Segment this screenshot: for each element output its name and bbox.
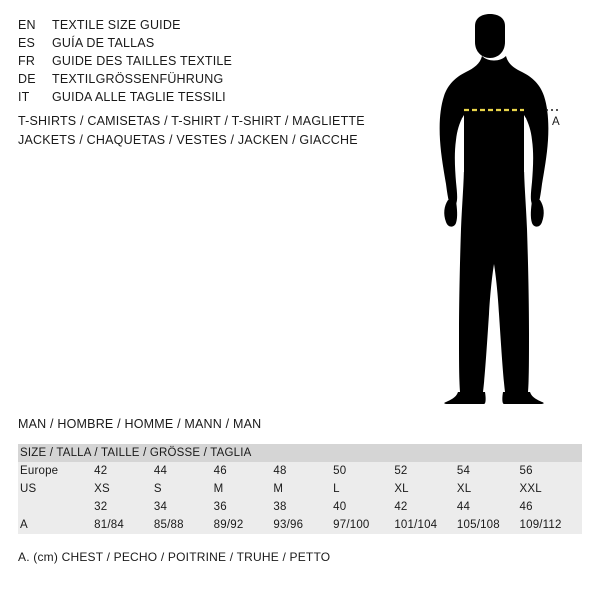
table-cell: 52 <box>394 462 457 480</box>
size-table <box>18 444 582 534</box>
table-cell: S <box>154 480 214 498</box>
table-row <box>18 516 582 534</box>
language-text: GUIDE DES TAILLES TEXTILE <box>52 54 233 68</box>
table-header-label: SIZE / TALLA / TAILLE / GRÖSSE / TAGLIA <box>18 444 582 462</box>
language-code: ES <box>18 36 36 50</box>
table-cell: 93/96 <box>273 516 333 534</box>
table-cell: 42 <box>94 462 154 480</box>
table-cell: 34 <box>154 498 214 516</box>
row-label: Europe <box>18 462 94 480</box>
language-text: GUÍA DE TALLAS <box>52 36 155 50</box>
language-row <box>18 70 398 88</box>
measurement-footnote: A. (cm) CHEST / PECHO / POITRINE / TRUHE / PETTO <box>18 550 331 564</box>
table-row-header <box>18 444 582 462</box>
language-row <box>18 34 398 52</box>
table-cell: 48 <box>273 462 333 480</box>
table-cell: 40 <box>333 498 394 516</box>
language-text: TEXTILE SIZE GUIDE <box>52 18 181 32</box>
table-cell: 50 <box>333 462 394 480</box>
language-code: DE <box>18 72 36 86</box>
table-cell: 46 <box>520 498 583 516</box>
gender-heading: MAN / HOMBRE / HOMME / MANN / MAN <box>18 417 262 431</box>
table-cell: 32 <box>94 498 154 516</box>
table-cell: XL <box>457 480 520 498</box>
language-list <box>18 16 398 106</box>
table-cell: 97/100 <box>333 516 394 534</box>
table-cell: M <box>273 480 333 498</box>
chest-marker-label: A <box>552 116 561 128</box>
table-cell: 81/84 <box>94 516 154 534</box>
table-cell: 54 <box>457 462 520 480</box>
row-label <box>18 498 94 516</box>
table-cell: 42 <box>394 498 457 516</box>
language-row <box>18 52 398 70</box>
table-cell: 44 <box>154 462 214 480</box>
table-cell: 109/112 <box>520 516 583 534</box>
row-label: A <box>18 516 94 534</box>
language-code: FR <box>18 54 36 68</box>
category-jackets: JACKETS / CHAQUETAS / VESTES / JACKEN / GIACCHE <box>18 133 358 147</box>
language-text: GUIDA ALLE TAGLIE TESSILI <box>52 90 226 104</box>
language-text: TEXTILGRÖSSENFÜHRUNG <box>52 72 224 86</box>
table-cell: 105/108 <box>457 516 520 534</box>
category-tshirts: T-SHIRTS / CAMISETAS / T-SHIRT / T-SHIRT / MAGLIETTE <box>18 114 365 128</box>
table-row <box>18 480 582 498</box>
table-cell: 46 <box>214 462 274 480</box>
table-cell: 101/104 <box>394 516 457 534</box>
category-list <box>18 112 418 150</box>
table-row <box>18 498 582 516</box>
language-row <box>18 16 398 34</box>
table-cell: 85/88 <box>154 516 214 534</box>
table-cell: XL <box>394 480 457 498</box>
table-cell: 44 <box>457 498 520 516</box>
table-cell: 89/92 <box>214 516 274 534</box>
table-cell: 56 <box>520 462 583 480</box>
silhouette-body <box>440 14 549 404</box>
table-cell: M <box>214 480 274 498</box>
language-row <box>18 88 398 106</box>
table-cell: L <box>333 480 394 498</box>
body-silhouette-figure <box>400 14 590 404</box>
table-cell: 36 <box>214 498 274 516</box>
language-code: EN <box>18 18 36 32</box>
table-cell: 38 <box>273 498 333 516</box>
row-label: US <box>18 480 94 498</box>
table-row <box>18 462 582 480</box>
table-cell: XXL <box>520 480 583 498</box>
table-cell: XS <box>94 480 154 498</box>
silhouette-svg <box>400 14 590 404</box>
language-code: IT <box>18 90 30 104</box>
